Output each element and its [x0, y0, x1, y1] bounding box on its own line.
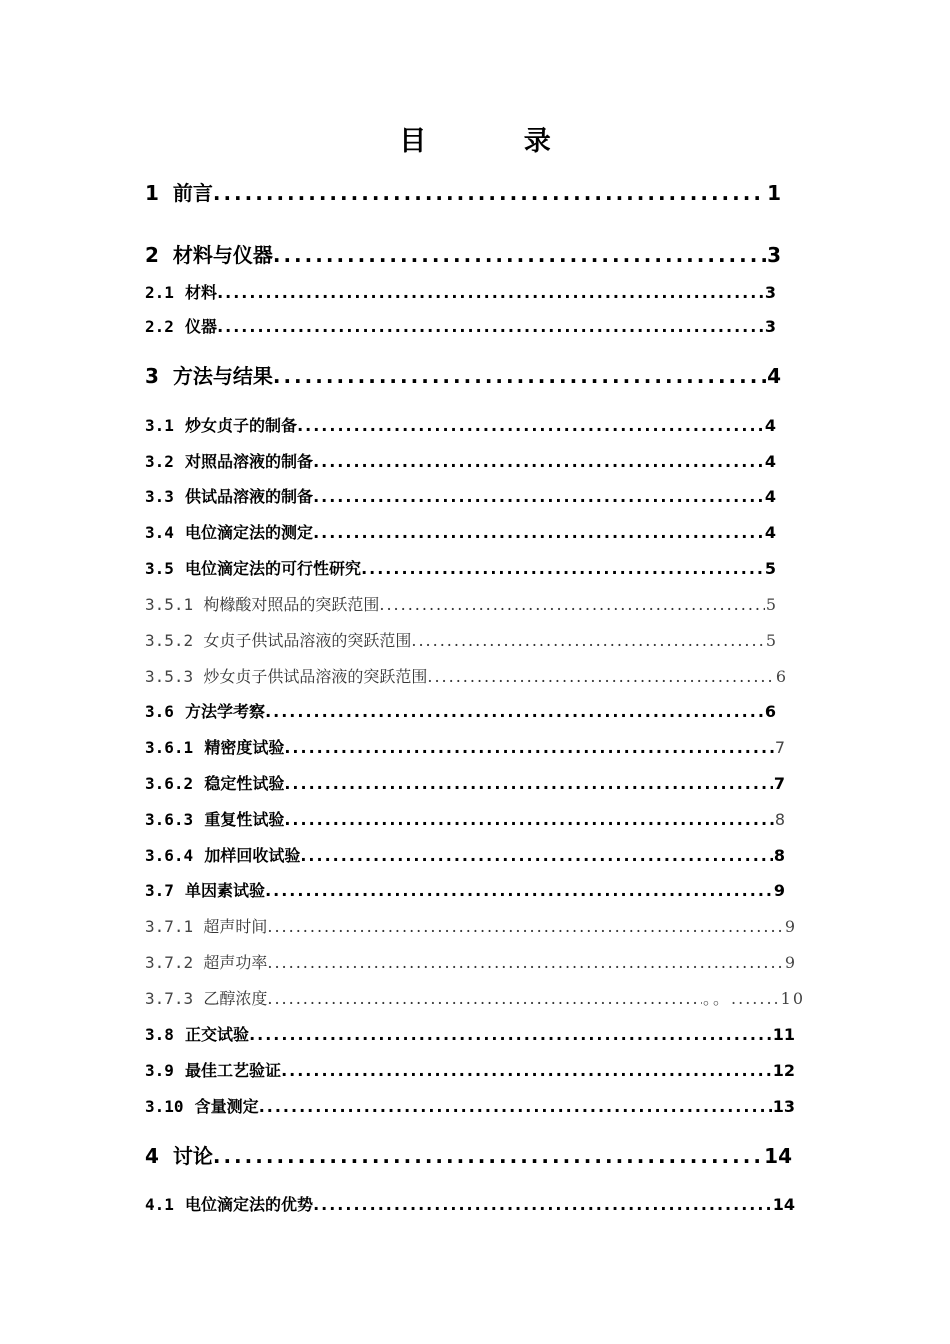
toc-page-number: 8 [773, 846, 785, 865]
toc-page-number: 14 [772, 1195, 795, 1214]
toc-entry-3-2[interactable] [145, 451, 776, 473]
toc-leader [284, 737, 773, 759]
toc-leader [265, 880, 773, 902]
toc-leader [313, 522, 764, 544]
toc-page-number: 8 [774, 810, 785, 829]
toc-text: 材料与仪器 [172, 243, 273, 267]
toc-page-number: 3 [764, 283, 776, 302]
toc-page-number: 4 [764, 452, 776, 471]
toc-text: 电位滴定法的可行性研究 [185, 559, 362, 578]
toc-entry-1[interactable] [145, 180, 781, 206]
page-title: 目 录 [399, 126, 595, 157]
toc-leader [267, 916, 783, 938]
toc-page-number: 1 [767, 181, 781, 205]
toc-text: 最佳工艺验证 [185, 1061, 282, 1080]
toc-page-number: 6 [775, 667, 786, 686]
toc-page-number: 5 [765, 595, 776, 614]
toc-text: 炒女贞子供试品溶液的突跃范围 [203, 667, 428, 686]
toc-number: 2.1 [145, 283, 174, 302]
toc-entry-3-7-2[interactable] [145, 952, 795, 974]
toc-text: 对照品溶液的制备 [185, 452, 314, 471]
toc-entry-4[interactable] [145, 1143, 792, 1169]
toc-text: 加样回收试验 [204, 846, 301, 865]
toc-text: 超声时间 [203, 917, 268, 936]
toc-page-number: 9 [784, 917, 795, 936]
toc-leader [313, 451, 764, 473]
toc-leader [267, 988, 702, 1010]
toc-entry-4-1[interactable] [145, 1194, 795, 1216]
toc-text: 材料 [185, 283, 218, 302]
toc-leader [313, 486, 764, 508]
toc-text: 供试品溶液的制备 [185, 487, 314, 506]
toc-page-number: 14 [764, 1144, 792, 1168]
toc-number: 3.3 [145, 487, 174, 506]
toc-number: 3.5 [145, 559, 174, 578]
toc-number: 3.7.1 [145, 917, 194, 936]
toc-page-number: 13 [772, 1097, 795, 1116]
toc-page-number: 5 [764, 559, 776, 578]
toc-number: 3.4 [145, 523, 174, 542]
toc-page-number: 9 [784, 953, 795, 972]
toc-page-number: 7 [773, 774, 785, 793]
toc-number: 3.10 [145, 1097, 184, 1116]
toc-number: 2.2 [145, 317, 174, 336]
toc-leader [259, 1096, 772, 1118]
toc-text: 仪器 [185, 317, 218, 336]
toc-page-number: 6 [764, 702, 776, 721]
toc-entry-3-8[interactable] [145, 1024, 795, 1046]
toc-page-number: 7 [774, 738, 785, 757]
toc-text: 稳定性试验 [204, 774, 285, 793]
toc-text: 方法学考察 [185, 702, 266, 721]
toc-leader [265, 701, 764, 723]
toc-entry-3-7-3[interactable] [145, 988, 805, 1010]
toc-leader [273, 363, 766, 389]
toc-text: 电位滴定法的测定 [185, 523, 314, 542]
toc-leader [313, 1194, 772, 1216]
toc-number: 4 [145, 1144, 159, 1168]
toc-leader [217, 282, 764, 304]
toc-page-number: 3 [767, 243, 781, 267]
toc-page-number: 4 [764, 523, 776, 542]
toc-number: 3.6.4 [145, 846, 194, 865]
toc-number: 3.5.1 [145, 595, 194, 614]
toc-number: 3.6.3 [145, 810, 194, 829]
toc-page-number: 5 [765, 631, 776, 650]
toc-entry-3-6-3[interactable] [145, 809, 785, 831]
toc-text: 炒女贞子的制备 [185, 416, 298, 435]
toc-leader [217, 316, 764, 338]
toc-text: 重复性试验 [204, 810, 285, 829]
toc-text: 方法与结果 [172, 364, 273, 388]
toc-page-number: 3 [764, 317, 776, 336]
toc-leader [379, 594, 764, 616]
toc-entry-2-1[interactable] [145, 282, 776, 304]
toc-entry-3-7-1[interactable] [145, 916, 795, 938]
toc-page-number: 。。.......10 [703, 989, 805, 1008]
toc-leader [281, 1060, 772, 1082]
toc-text: 精密度试验 [204, 738, 285, 757]
toc-number: 4.1 [145, 1195, 174, 1214]
toc-leader [273, 242, 766, 268]
toc-text: 正交试验 [185, 1025, 250, 1044]
toc-number: 1 [145, 181, 159, 205]
toc-entry-2[interactable] [145, 242, 781, 268]
toc-page-number: 11 [772, 1025, 795, 1044]
toc-leader [297, 415, 764, 437]
toc-entry-3-3[interactable] [145, 486, 776, 508]
toc-page-number: 4 [764, 416, 776, 435]
toc-entry-2-2[interactable] [145, 316, 776, 338]
toc-entry-3-9[interactable] [145, 1060, 795, 1082]
toc-text: 超声功率 [203, 953, 268, 972]
toc-entry-3-5-1[interactable] [145, 594, 776, 616]
toc-number: 3.7.2 [145, 953, 194, 972]
toc-entry-3-5-2[interactable] [145, 630, 776, 652]
toc-page-number: 12 [772, 1061, 795, 1080]
toc-leader [249, 1024, 772, 1046]
toc-text: 电位滴定法的优势 [185, 1195, 314, 1214]
toc-text: 讨论 [172, 1144, 213, 1168]
toc-text: 乙醇浓度 [203, 989, 268, 1008]
toc-leader [300, 845, 773, 867]
toc-text: 女贞子供试品溶液的突跃范围 [203, 631, 412, 650]
toc-entry-3-6-4[interactable] [145, 845, 785, 867]
toc-leader [213, 1143, 763, 1169]
toc-text: 前言 [172, 181, 213, 205]
toc-page-number: 4 [764, 487, 776, 506]
toc-number: 3.2 [145, 452, 174, 471]
toc-entry-3-6-2[interactable] [145, 773, 785, 795]
toc-number: 3.8 [145, 1025, 174, 1044]
toc-text: 含量测定 [194, 1097, 259, 1116]
toc-leader [361, 558, 764, 580]
toc-number: 3.1 [145, 416, 174, 435]
toc-text: 枸橼酸对照品的突跃范围 [203, 595, 380, 614]
toc-number: 2 [145, 243, 159, 267]
toc-entry-3-5[interactable] [145, 558, 776, 580]
toc-number: 3.6.2 [145, 774, 194, 793]
toc-entry-3-5-3[interactable] [145, 666, 786, 688]
toc-text: 单因素试验 [185, 881, 266, 900]
toc-entry-3-4[interactable] [145, 522, 776, 544]
toc-entry-3-6[interactable] [145, 701, 776, 723]
toc-entry-3-7[interactable] [145, 880, 785, 902]
toc-page-number: 9 [773, 881, 785, 900]
toc-number: 3 [145, 364, 159, 388]
toc-leader [267, 952, 783, 974]
toc-entry-3[interactable] [145, 363, 781, 389]
toc-leader [284, 809, 773, 831]
toc-number: 3.7 [145, 881, 174, 900]
toc-entry-3-6-1[interactable] [145, 737, 785, 759]
toc-entry-3-10[interactable] [145, 1096, 795, 1118]
toc-entry-3-1[interactable] [145, 415, 776, 437]
toc-page-number: 4 [767, 364, 781, 388]
toc-leader [213, 180, 766, 206]
toc-number: 3.5.3 [145, 667, 194, 686]
toc-number: 3.6.1 [145, 738, 194, 757]
toc-number: 3.6 [145, 702, 174, 721]
toc-leader [284, 773, 773, 795]
toc-leader [427, 666, 774, 688]
toc-number: 3.5.2 [145, 631, 194, 650]
toc-number: 3.9 [145, 1061, 174, 1080]
toc-number: 3.7.3 [145, 989, 194, 1008]
toc-leader [411, 630, 764, 652]
